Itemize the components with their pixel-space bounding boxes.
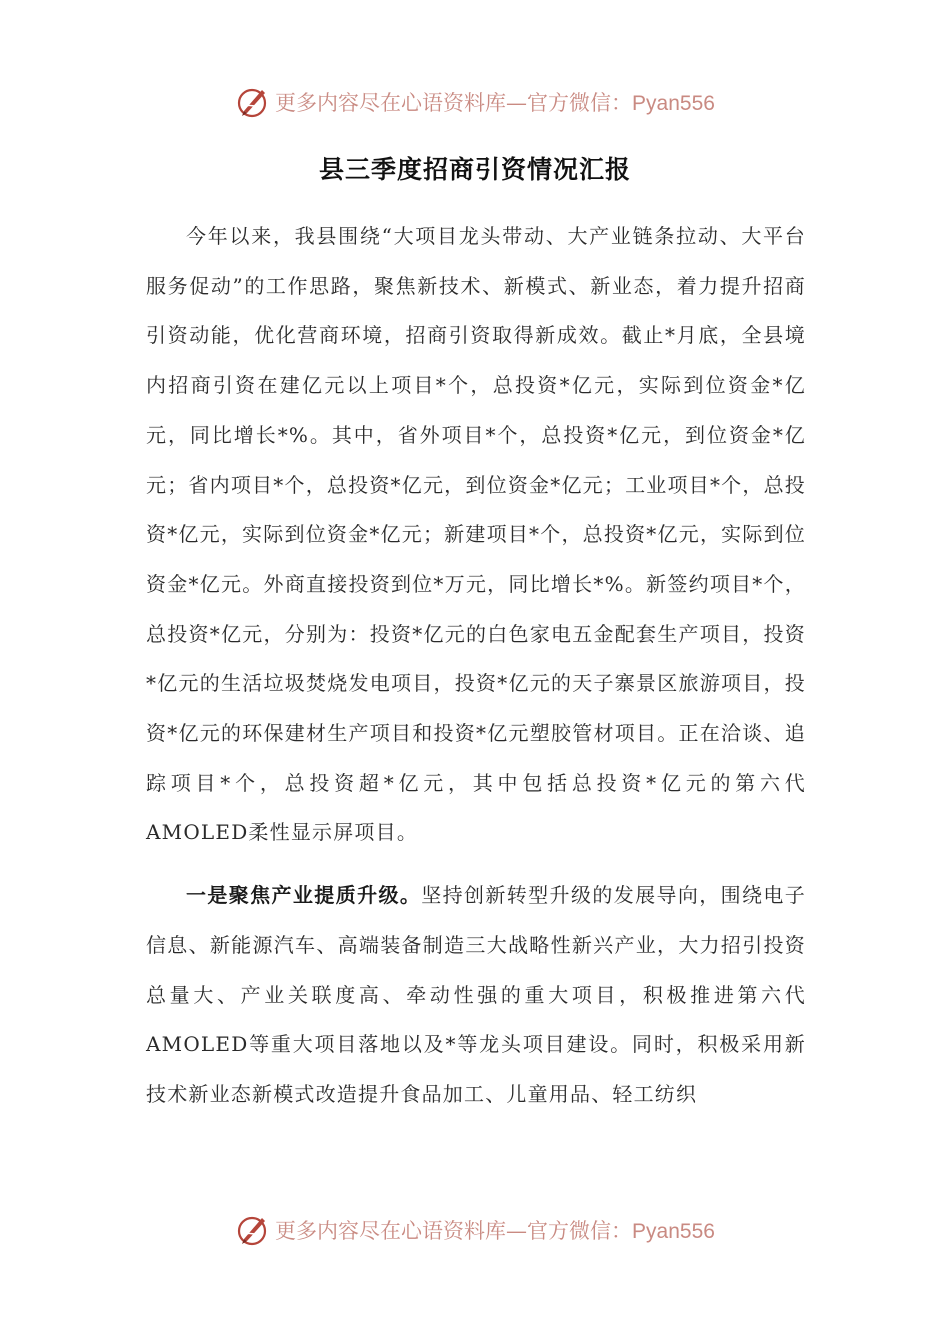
watermark-footer	[0, 1210, 950, 1250]
paragraph-lead-heading: 一是聚焦产业提质升级。	[186, 883, 422, 908]
document-title: 县三季度招商引资情况汇报	[318, 155, 631, 184]
paragraph-industry-upgrade	[146, 871, 806, 1120]
document-body	[146, 212, 806, 1120]
paragraph-body-text: 坚持创新转型升级的发展导向，围绕电子信息、新能源汽车、高端装备制造三大战略性新兴产业，大力招引投资总量大、产业关联度高、牵动性强的重大项目，积极推进第六代AMOLED等重大项目落地以及*等龙头项目建设。同时，积极采用新技术新业态新模式改造提升食品加工、儿童用品、轻工纺织	[146, 883, 806, 1106]
pen-circle-icon	[235, 84, 271, 120]
paragraph-overview: 今年以来，我县围绕“大项目龙头带动、大产业链条拉动、大平台服务促动”的工作思路，聚焦新技术、新模式、新业态，着力提升招商引资动能，优化营商环境，招商引资取得新成效。截止*月底，全县境内招商引资在建亿元以上项目*个，总投资*亿元，实际到位资金*亿元，同比增长*%。其中，省外项目*个，总投资*亿元，到位资金*亿元；省内项目*个，总投资*亿元，到位资金*亿元；工业项目*个，总投资*亿元，实际到位资金*亿元；新建项目*个，总投资*亿元，实际到位资金*亿元。外商直接投资到位*万元，同比增长*%。新签约项目*个，总投资*亿元，分别为：投资*亿元的白色家电五金配套生产项目，投资*亿元的生活垃圾焚烧发电项目，投资*亿元的天子寨景区旅游项目，投资*亿元的环保建材生产项目和投资*亿元塑胶管材项目。正在洽谈、追踪项目*个，总投资超*亿元，其中包括总投资*亿元的第六代AMOLED柔性显示屏项目。	[146, 224, 806, 845]
watermark-text: 更多内容尽在心语资料库—官方微信：Pyan556	[275, 1219, 715, 1243]
watermark-text: 更多内容尽在心语资料库—官方微信：Pyan556	[275, 91, 715, 115]
pen-circle-icon	[235, 1212, 271, 1248]
watermark-wechat-id: Pyan556	[632, 1220, 715, 1243]
watermark-wechat-id: Pyan556	[632, 92, 715, 115]
watermark-header	[0, 82, 950, 122]
